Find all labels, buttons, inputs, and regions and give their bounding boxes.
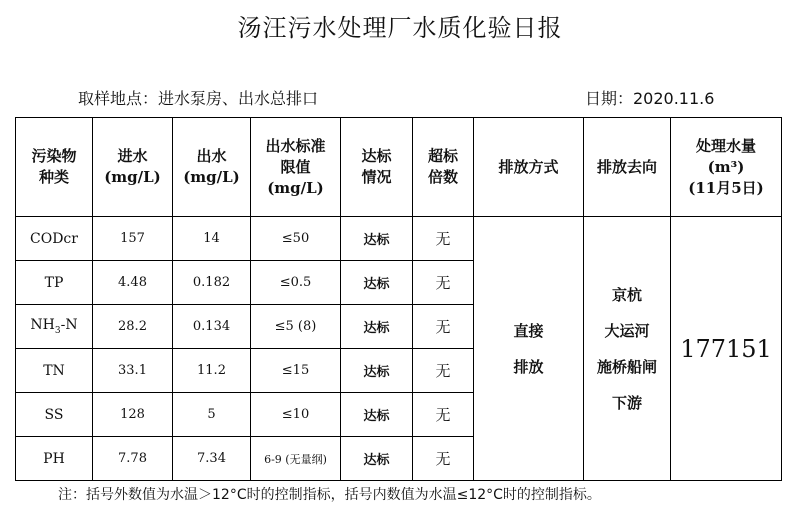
sampling-location: 取样地点：进水泵房、出水总排口: [78, 89, 319, 108]
limit-value: ≤10: [251, 393, 341, 437]
exceed-value: 无: [413, 305, 474, 349]
pollutant-name: TP: [16, 261, 93, 305]
discharge-destination: 京杭 大运河 施桥船闸 下游: [584, 217, 671, 481]
influent-value: 7.78: [93, 437, 173, 481]
status-value: 达标: [341, 437, 413, 481]
exceed-value: 无: [413, 349, 474, 393]
header-discharge-method: 排放方式: [474, 118, 584, 217]
discharge-method: 直接 排放: [474, 217, 584, 481]
limit-value: ≤50: [251, 217, 341, 261]
header-volume: 处理水量 (m³) (11月5日): [671, 118, 782, 217]
header-effluent: 出水 (mg/L): [173, 118, 251, 217]
pollutant-name: SS: [16, 393, 93, 437]
header-exceed: 超标 倍数: [413, 118, 474, 217]
water-quality-table: [15, 117, 782, 481]
effluent-value: 14: [173, 217, 251, 261]
exceed-value: 无: [413, 217, 474, 261]
status-value: 达标: [341, 261, 413, 305]
pollutant-name: $NH_3-N$: [16, 305, 93, 349]
report-date: 日期：2020.11.6: [585, 89, 715, 108]
exceed-value: 无: [413, 261, 474, 305]
pollutant-name: CODcr: [16, 217, 93, 261]
report-title: 汤汪污水处理厂水质化验日报: [237, 14, 563, 42]
limit-value: ≤0.5: [251, 261, 341, 305]
influent-value: 4.48: [93, 261, 173, 305]
effluent-value: 5: [173, 393, 251, 437]
influent-value: 157: [93, 217, 173, 261]
treated-volume: 177151: [671, 217, 782, 481]
header-item: 污染物 种类: [16, 118, 93, 217]
effluent-value: 0.182: [173, 261, 251, 305]
table-row: [16, 217, 782, 261]
pollutant-name: TN: [16, 349, 93, 393]
footnote: 注：括号外数值为水温＞12°C时的控制指标，括号内数值为水温≤12°C时的控制指标。: [58, 487, 601, 503]
header-status: 达标 情况: [341, 118, 413, 217]
limit-value: 6-9 (无量纲): [251, 437, 341, 481]
pollutant-name: PH: [16, 437, 93, 481]
limit-value: ≤5 (8): [251, 305, 341, 349]
status-value: 达标: [341, 305, 413, 349]
header-limit: 出水标准 限值 (mg/L): [251, 118, 341, 217]
header-discharge-dest: 排放去向: [584, 118, 671, 217]
limit-value: ≤15: [251, 349, 341, 393]
exceed-value: 无: [413, 393, 474, 437]
influent-value: 28.2: [93, 305, 173, 349]
header-influent: 进水 (mg/L): [93, 118, 173, 217]
header-row: [16, 118, 782, 217]
effluent-value: 0.134: [173, 305, 251, 349]
status-value: 达标: [341, 393, 413, 437]
exceed-value: 无: [413, 437, 474, 481]
effluent-value: 7.34: [173, 437, 251, 481]
influent-value: 33.1: [93, 349, 173, 393]
effluent-value: 11.2: [173, 349, 251, 393]
influent-value: 128: [93, 393, 173, 437]
status-value: 达标: [341, 349, 413, 393]
status-value: 达标: [341, 217, 413, 261]
